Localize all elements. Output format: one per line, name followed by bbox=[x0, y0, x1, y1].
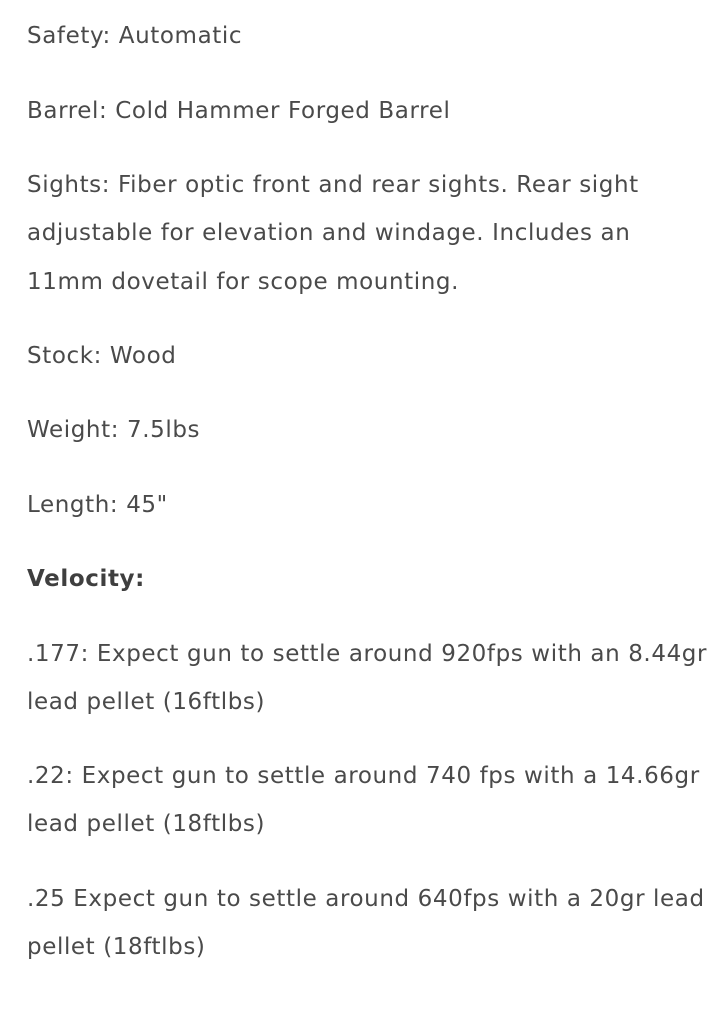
velocity-177-line-2: lead pellet (16ftlbs) bbox=[27, 689, 266, 715]
spec-sights-line-3: 11mm dovetail for scope mounting. bbox=[27, 269, 460, 295]
spec-barrel: Barrel: Cold Hammer Forged Barrel bbox=[27, 98, 451, 124]
velocity-heading: Velocity: bbox=[27, 566, 145, 592]
spec-safety: Safety: Automatic bbox=[27, 23, 243, 49]
velocity-25-line-1: .25 Expect gun to settle around 640fps with a 20gr lead bbox=[27, 886, 705, 912]
spec-weight: Weight: 7.5lbs bbox=[27, 417, 201, 443]
spec-length: Length: 45" bbox=[27, 492, 168, 518]
velocity-25-line-2: pellet (18ftlbs) bbox=[27, 934, 206, 960]
velocity-177-line-1: .177: Expect gun to settle around 920fps with an 8.44gr bbox=[27, 641, 708, 667]
spec-stock: Stock: Wood bbox=[27, 343, 177, 369]
velocity-22-line-2: lead pellet (18ftlbs) bbox=[27, 811, 266, 837]
velocity-22-line-1: .22: Expect gun to settle around 740 fps with a 14.66gr bbox=[27, 763, 700, 789]
spec-sights-line-1: Sights: Fiber optic front and rear sights. Rear sight bbox=[27, 172, 639, 198]
spec-sights-line-2: adjustable for elevation and windage. Includes an bbox=[27, 220, 631, 246]
